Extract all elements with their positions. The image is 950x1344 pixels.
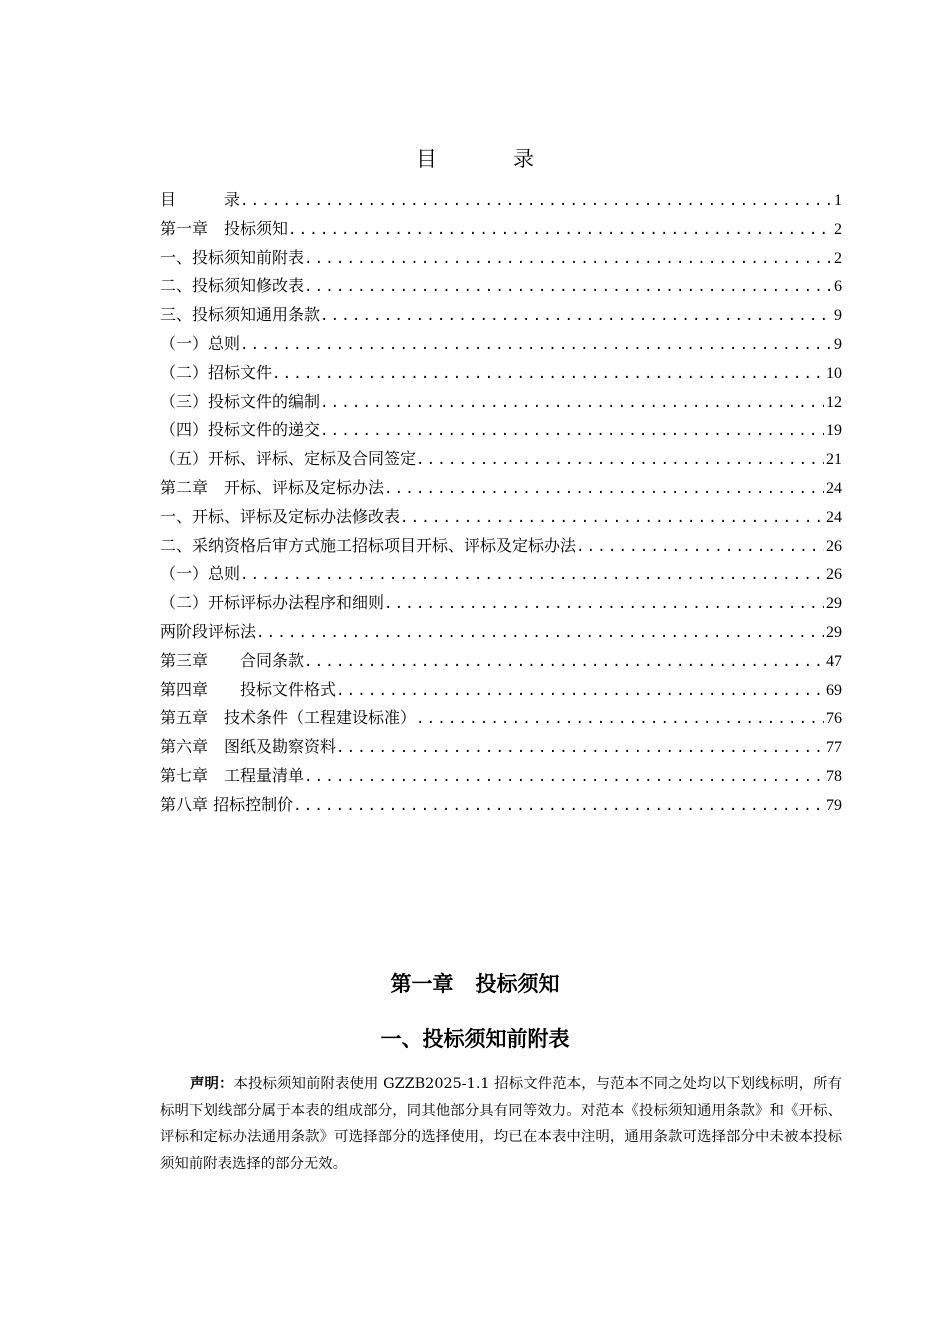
toc-leader-dots: [416, 705, 824, 734]
toc-leader-dots: [336, 677, 824, 706]
toc-entry[interactable]: [160, 791, 842, 820]
section-heading: 一、投标须知前附表: [380, 1027, 570, 1051]
toc-entry-page: 12: [826, 393, 842, 411]
toc-entry[interactable]: [160, 388, 842, 417]
toc-leader-dots: [256, 619, 824, 648]
toc-entry-page: 69: [826, 681, 842, 699]
toc-entry-page: 9: [834, 335, 842, 353]
toc-leader-dots: [320, 417, 824, 446]
toc-entry[interactable]: [160, 589, 842, 618]
toc-entry[interactable]: [160, 244, 842, 273]
toc-entry-text: （二）招标文件: [160, 362, 273, 382]
toc-entry[interactable]: [160, 301, 842, 330]
toc-entry[interactable]: [160, 445, 842, 474]
toc-entry-text: 第五章 技术条件（工程建设标准）: [160, 708, 417, 728]
toc-entry[interactable]: [160, 762, 842, 791]
toc-leader-dots: [400, 504, 824, 533]
toc-entry[interactable]: [160, 503, 842, 532]
toc-list: [160, 186, 842, 820]
toc-entry-page: 21: [826, 451, 842, 469]
toc-leader-dots: [240, 187, 832, 216]
toc-entry-text: 二、投标须知修改表: [160, 276, 305, 296]
toc-entry-text: 二、采纳资格后审方式施工招标项目开标、评标及定标办法: [160, 535, 577, 555]
toc-entry-page: 1: [834, 192, 842, 209]
toc-entry-page: 76: [826, 710, 842, 728]
toc-leader-dots: [304, 763, 824, 792]
toc-entry-text: 目 录: [160, 190, 241, 209]
toc-leader-dots: [576, 533, 824, 562]
toc-leader-dots: [384, 590, 824, 619]
statement-label: 声明：: [190, 1076, 234, 1092]
statement-paragraph: [160, 1071, 842, 1177]
toc-entry[interactable]: [160, 474, 842, 503]
toc-entry-page: 78: [826, 767, 842, 785]
toc-entry-page: 19: [826, 422, 842, 440]
toc-leader-dots: [304, 245, 832, 274]
toc-entry-page: 24: [826, 479, 842, 497]
toc-entry-text: （五）开标、评标、定标及合同签定: [160, 449, 417, 469]
toc-entry-page: 2: [834, 220, 842, 238]
toc-entry-page: 29: [826, 623, 842, 641]
toc-leader-dots: [272, 360, 824, 389]
toc-entry[interactable]: [160, 647, 842, 676]
toc-entry-text: （三）投标文件的编制: [160, 391, 321, 411]
toc-entry-text: 一、投标须知前附表: [160, 247, 305, 267]
toc-entry-text: 第三章 合同条款: [160, 650, 305, 670]
toc-entry[interactable]: [160, 733, 842, 762]
toc-entry-page: 10: [826, 364, 842, 382]
toc-entry-text: （二）开标评标办法程序和细则: [160, 593, 385, 613]
toc-entry[interactable]: [160, 560, 842, 589]
toc-entry[interactable]: [160, 330, 842, 359]
toc-entry[interactable]: [160, 618, 842, 647]
toc-entry[interactable]: [160, 215, 842, 244]
toc-title: [0, 143, 950, 173]
toc-entry-text: 一、开标、评标及定标办法修改表: [160, 506, 401, 526]
chapter-heading: [0, 968, 950, 998]
toc-entry[interactable]: [160, 272, 842, 301]
toc-title-left: 目: [416, 147, 437, 171]
toc-leader-dots: [320, 302, 832, 331]
toc-entry[interactable]: [160, 359, 842, 388]
toc-entry[interactable]: [160, 704, 842, 733]
toc-entry-text: 第一章 投标须知: [160, 218, 289, 238]
toc-entry-text: 三、投标须知通用条款: [160, 305, 321, 325]
toc-entry-page: 6: [834, 278, 842, 296]
toc-entry[interactable]: [160, 676, 842, 705]
toc-entry-page: 77: [826, 739, 842, 757]
toc-leader-dots: [288, 216, 832, 245]
toc-leader-dots: [416, 446, 824, 475]
toc-entry[interactable]: [160, 186, 842, 215]
toc-entry-page: 9: [834, 307, 842, 325]
toc-entry-text: （一）总则: [160, 564, 241, 584]
toc-entry-page: 26: [826, 537, 842, 555]
toc-entry[interactable]: [160, 532, 842, 561]
toc-leader-dots: [336, 734, 824, 763]
chapter-title: 投标须知: [475, 972, 560, 996]
chapter-number: 第一章: [390, 972, 454, 996]
toc-entry-text: （一）总则: [160, 333, 241, 353]
toc-entry-text: （四）投标文件的递交: [160, 420, 321, 440]
toc-entry-text: 第四章 投标文件格式: [160, 679, 337, 699]
toc-leader-dots: [304, 648, 824, 677]
statement-body: 本投标须知前附表使用 GZZB2025-1.1 招标文件范本，与范本不同之处均以下划线标明，所有标明下划线部分属于本表的组成部分，同其他部分具有同等效力。对范本《投标须知通用条款》和《开标、评标和定标办法通用条款》可选择部分的选择使用，均已在本表中注明，通用条款可选择部分中未被本投标须知前附表选择的部分无效。: [160, 1076, 842, 1172]
toc-entry-text: 第八章 招标控制价: [160, 794, 294, 814]
toc-entry-page: 24: [826, 508, 842, 526]
toc-entry-page: 26: [826, 566, 842, 584]
toc-entry[interactable]: [160, 416, 842, 445]
toc-leader-dots: [384, 475, 824, 504]
toc-leader-dots: [240, 331, 832, 360]
toc-entry-page: 47: [826, 652, 842, 670]
toc-entry-page: 79: [826, 796, 842, 814]
toc-entry-page: 2: [834, 249, 842, 267]
toc-entry-text: 第七章 工程量清单: [160, 765, 305, 785]
toc-entry-page: 29: [826, 595, 842, 613]
toc-leader-dots: [320, 389, 824, 418]
toc-entry-text: 第二章 开标、评标及定标办法: [160, 477, 385, 497]
toc-leader-dots: [240, 561, 824, 590]
toc-entry-text: 两阶段评标法: [160, 621, 257, 641]
toc-entry-text: 第六章 图纸及勘察资料: [160, 737, 337, 757]
toc-leader-dots: [293, 792, 824, 821]
toc-leader-dots: [304, 273, 832, 302]
toc-title-right: 录: [513, 147, 534, 171]
